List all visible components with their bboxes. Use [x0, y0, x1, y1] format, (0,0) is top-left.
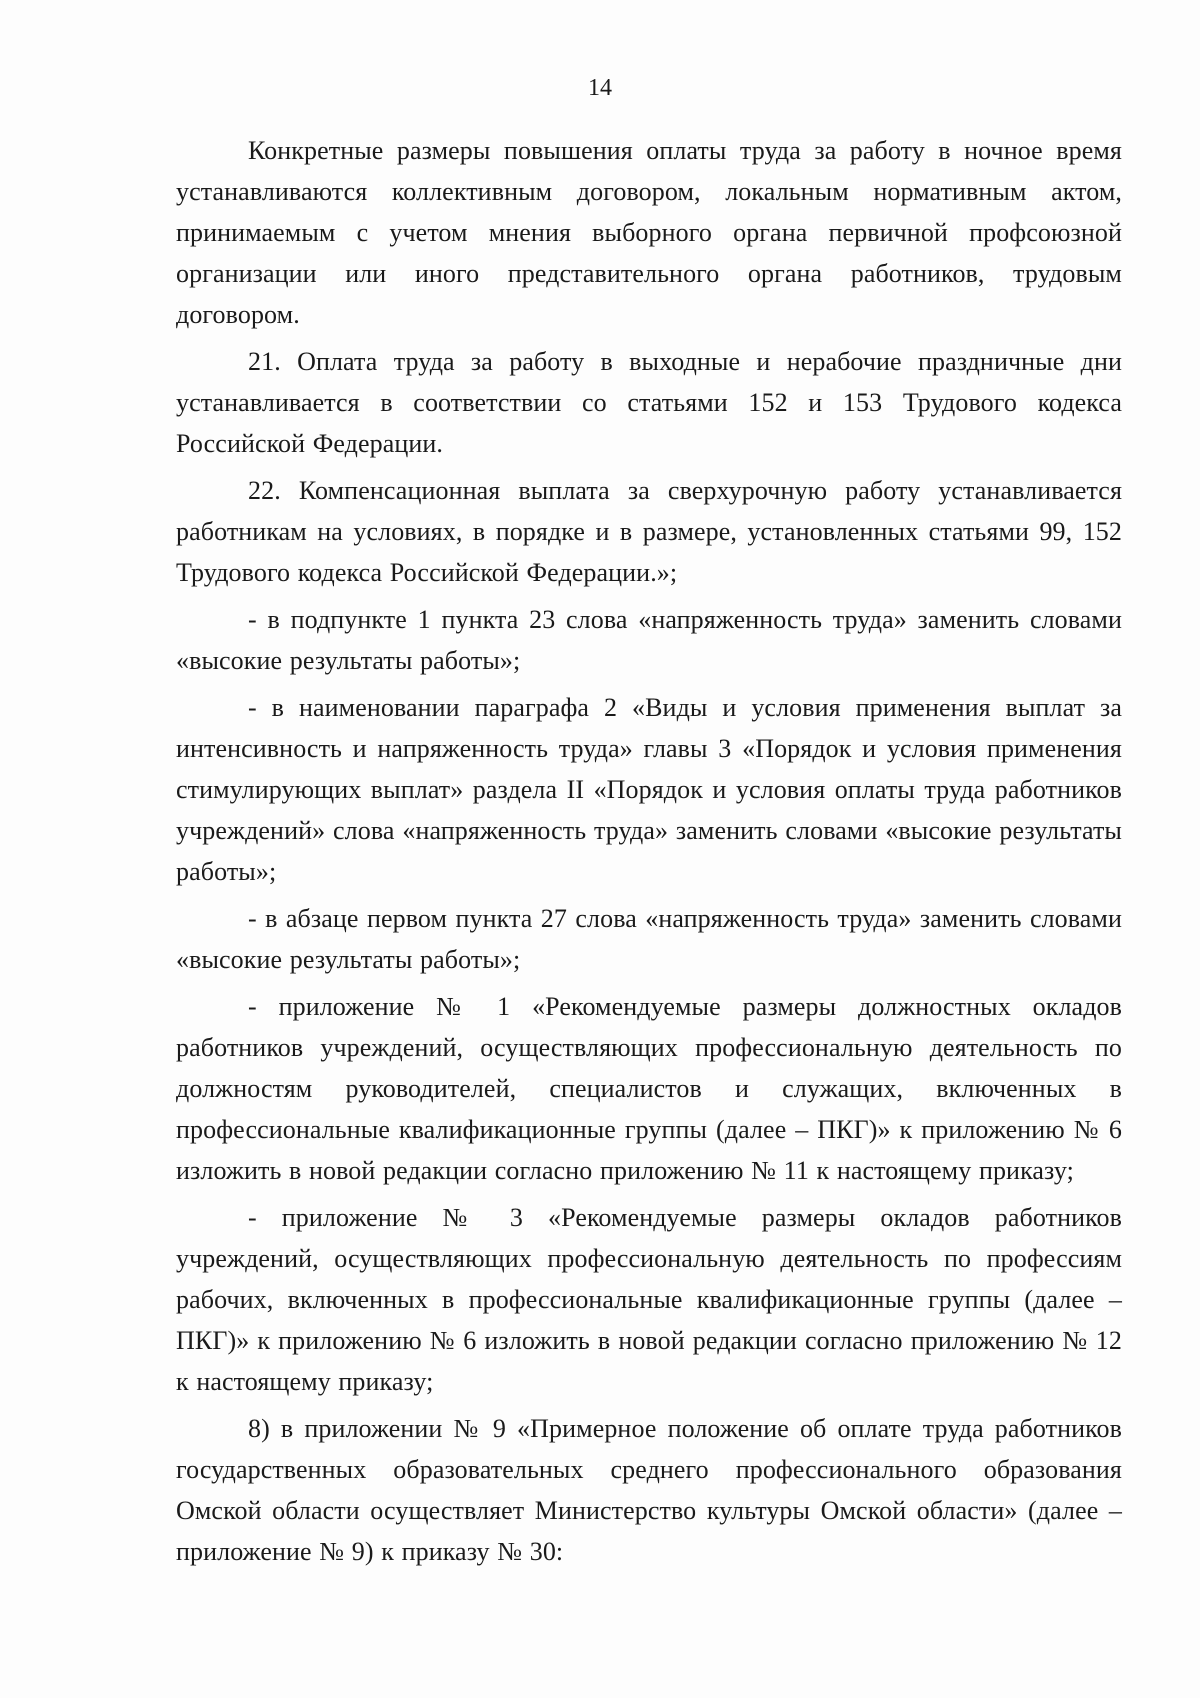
paragraph-item-8-appendix-9: 8) в приложении № 9 «Примерное положение об оплате труда работников государственных образовательных среднего профессионального образования Омской области осуществляет Министерство культуры Омской области» (далее – приложение № 9) к приказу № 30:	[176, 1414, 1122, 1566]
paragraph-22-overtime-pay: 22. Компенсационная выплата за сверхурочную работу устанавливается работникам на условиях, в порядке и в размере, установленных статьями 99, 152 Трудового кодекса Российской Федерации.»;	[176, 476, 1122, 587]
page-number: 14	[588, 75, 612, 101]
paragraph-21-weekend-pay: 21. Оплата труда за работу в выходные и нерабочие праздничные дни устанавливается в соответствии со статьями 152 и 153 Трудового кодекса Российской Федерации.	[176, 347, 1122, 458]
paragraph-amendment-section-2: - в наименовании параграфа 2 «Виды и условия применения выплат за интенсивность и напряженность труда» главы 3 «Порядок и условия применения стимулирующих выплат» раздела II «Порядок и условия оплаты труда работников учреждений» слова «напряженность труда» заменить словами «высокие результаты работы»;	[176, 693, 1122, 886]
paragraph-appendix-3: - приложение № 3 «Рекомендуемые размеры окладов работников учреждений, осуществляющих профессиональную деятельность по профессиям рабочих, включенных в профессиональные квалификационные группы (далее – ПКГ)» к приложению № 6 изложить в новой редакции согласно приложению № 12 к настоящему приказу;	[176, 1203, 1122, 1396]
document-body	[176, 130, 1122, 1578]
paragraph-amendment-item-23: - в подпункте 1 пункта 23 слова «напряженность труда» заменить словами «высокие результаты работы»;	[176, 605, 1122, 675]
paragraph-amendment-item-27: - в абзаце первом пункта 27 слова «напряженность труда» заменить словами «высокие результаты работы»;	[176, 904, 1122, 974]
paragraph-night-work-pay: Конкретные размеры повышения оплаты труда за работу в ночное время устанавливаются коллективным договором, локальным нормативным актом, принимаемым с учетом мнения выборного органа первичной профсоюзной организации или иного представительного органа работников, трудовым договором.	[176, 136, 1122, 329]
paragraph-appendix-1: - приложение № 1 «Рекомендуемые размеры должностных окладов работников учреждений, осуществляющих профессиональную деятельность по должностям руководителей, специалистов и служащих, включенных в профессиональные квалификационные группы (далее – ПКГ)» к приложению № 6 изложить в новой редакции согласно приложению № 11 к настоящему приказу;	[176, 992, 1122, 1185]
